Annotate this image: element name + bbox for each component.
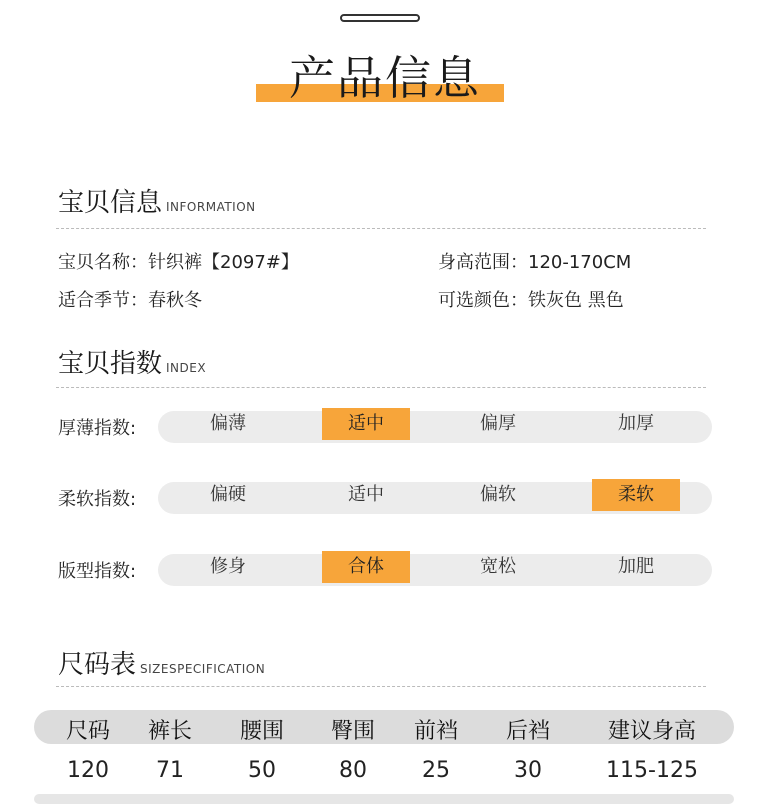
index-option-selected: 柔软 (592, 479, 680, 511)
size-value-cell: 50 (248, 758, 276, 783)
size-value-cell: 80 (339, 758, 367, 783)
size-table-next-row (34, 794, 734, 804)
index-option: 偏厚 (480, 413, 516, 434)
index-option: 修身 (210, 556, 246, 577)
divider (56, 387, 706, 388)
index-option: 加厚 (618, 413, 654, 434)
info-product-name: 宝贝名称：针织裤【2097#】 (58, 252, 299, 273)
section-index-title: 宝贝指数 (58, 349, 163, 379)
index-option-selected: 适中 (322, 408, 410, 440)
info-season: 适合季节：春秋冬 (58, 290, 202, 311)
section-index-heading (58, 343, 206, 380)
size-value-cell: 71 (156, 758, 184, 783)
section-index-subtitle: INDEX (166, 361, 207, 375)
section-size-title: 尺码表 (58, 650, 137, 680)
index-option: 宽松 (480, 556, 516, 577)
index-scale-fit (158, 554, 712, 586)
size-value-cell: 25 (422, 758, 450, 783)
section-size-heading (58, 644, 265, 681)
info-height-range: 身高范围：120-170CM (438, 252, 632, 273)
size-header-cell: 腰围 (239, 719, 284, 744)
index-option-selected: 合体 (322, 551, 410, 583)
size-header-cell: 臀围 (330, 719, 375, 744)
index-scale-softness (158, 482, 712, 514)
size-header-cell: 前裆 (413, 719, 458, 744)
index-label-fit: 版型指数: (58, 561, 137, 582)
section-info-heading (58, 182, 256, 219)
index-option: 适中 (348, 484, 384, 505)
divider (56, 686, 706, 687)
index-option: 偏硬 (210, 484, 246, 505)
top-handle (340, 14, 420, 22)
index-option: 加肥 (618, 556, 654, 577)
size-header-cell: 裤长 (147, 719, 192, 744)
size-value-cell: 120 (67, 758, 109, 783)
info-colors: 可选颜色：铁灰色 黑色 (438, 290, 624, 311)
size-value-cell: 30 (514, 758, 542, 783)
index-label-softness: 柔软指数: (58, 489, 137, 510)
section-size-subtitle: SIZESPECIFICATION (140, 662, 266, 676)
size-header-cell: 建议身高 (607, 719, 696, 744)
size-value-cell: 115-125 (606, 758, 698, 783)
divider (56, 228, 706, 229)
index-scale-thickness (158, 411, 712, 443)
page-title: 产品信息 (289, 51, 481, 105)
section-info-subtitle: INFORMATION (166, 200, 256, 214)
size-header-cell: 尺码 (65, 719, 110, 744)
index-option: 偏薄 (210, 413, 246, 434)
section-info-title: 宝贝信息 (58, 188, 163, 218)
size-header-cell: 后裆 (505, 719, 550, 744)
index-label-thickness: 厚薄指数: (58, 418, 137, 439)
index-option: 偏软 (480, 484, 516, 505)
